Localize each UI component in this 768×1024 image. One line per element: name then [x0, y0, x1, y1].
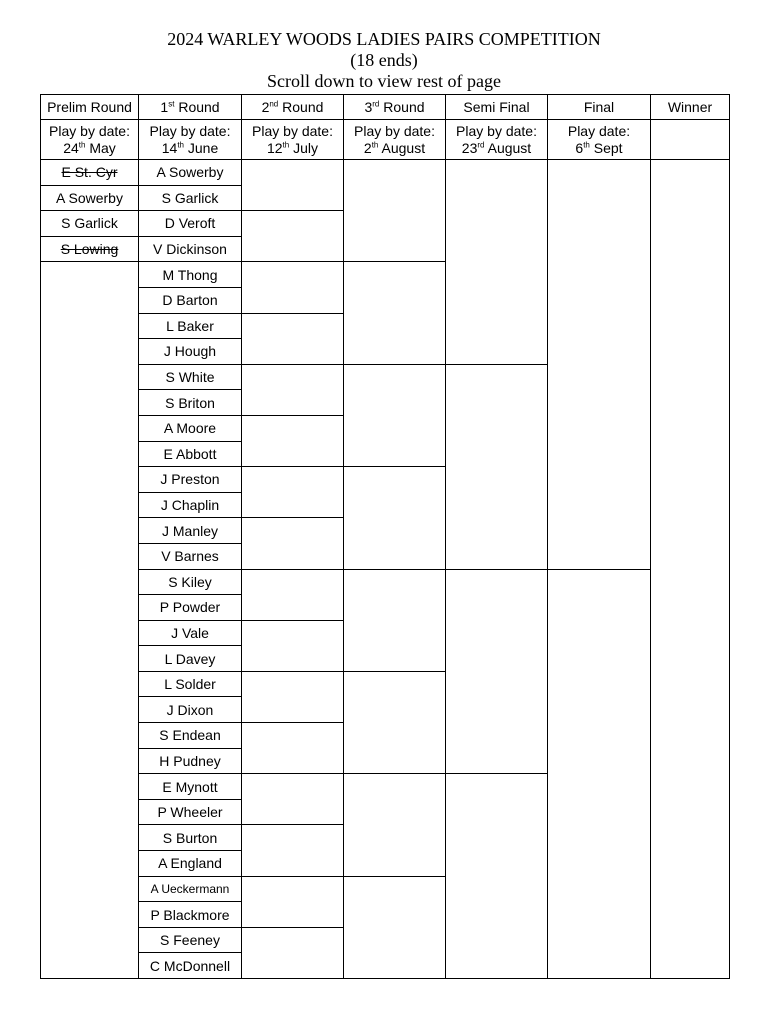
round2-slot	[242, 876, 344, 927]
col-header-round2: 2nd Round	[242, 95, 344, 120]
semi-final-slot	[446, 569, 548, 774]
semi-final-slot	[446, 774, 548, 979]
round1-entry: S Endean	[139, 723, 242, 749]
round1-entry: A England	[139, 851, 242, 877]
round2-slot	[242, 927, 344, 978]
draw-bracket-table	[40, 94, 730, 979]
date-round2: Play by date: 12th July	[242, 120, 344, 160]
round3-slot	[344, 364, 446, 466]
round1-entry: H Pudney	[139, 748, 242, 774]
round1-entry: J Manley	[139, 518, 242, 544]
round1-entry: M Thong	[139, 262, 242, 288]
page-title: 2024 WARLEY WOODS LADIES PAIRS COMPETITION	[167, 29, 601, 49]
round1-entry: S Briton	[139, 390, 242, 416]
round1-entry: C McDonnell	[139, 953, 242, 979]
date-semi-final: Play by date: 23rd August	[446, 120, 548, 160]
round3-slot	[344, 160, 446, 262]
prelim-entry: S Lowing	[41, 236, 139, 262]
date-round3: Play by date: 2th August	[344, 120, 446, 160]
round2-slot	[242, 774, 344, 825]
bracket-row	[41, 160, 730, 186]
round1-entry: J Preston	[139, 467, 242, 493]
round1-entry: J Chaplin	[139, 492, 242, 518]
semi-final-slot	[446, 364, 548, 569]
round1-entry: L Solder	[139, 671, 242, 697]
round1-entry: P Wheeler	[139, 799, 242, 825]
col-header-prelim: Prelim Round	[41, 95, 139, 120]
round2-slot	[242, 671, 344, 722]
round1-entry: E Mynott	[139, 774, 242, 800]
round1-entry: S Garlick	[139, 185, 242, 211]
col-header-final: Final	[548, 95, 651, 120]
round2-slot	[242, 313, 344, 364]
col-header-semi-final: Semi Final	[446, 95, 548, 120]
col-header-round1: 1st Round	[139, 95, 242, 120]
date-winner	[651, 120, 730, 160]
round1-entry: P Blackmore	[139, 902, 242, 928]
round3-slot	[344, 876, 446, 978]
prelim-entry: S Garlick	[41, 211, 139, 237]
date-prelim: Play by date: 24th May	[41, 120, 139, 160]
prelim-empty	[41, 262, 139, 979]
date-final: Play date: 6th Sept	[548, 120, 651, 160]
semi-final-slot	[446, 160, 548, 365]
date-round1: Play by date: 14th June	[139, 120, 242, 160]
round1-entry: V Barnes	[139, 543, 242, 569]
scroll-note: Scroll down to view rest of page	[267, 71, 501, 91]
round1-entry: S Kiley	[139, 569, 242, 595]
round3-slot	[344, 569, 446, 671]
round3-slot	[344, 774, 446, 876]
round3-slot	[344, 467, 446, 569]
round1-entry: A Ueckermann	[139, 876, 242, 902]
col-header-round3: 3rd Round	[344, 95, 446, 120]
round1-entry: J Vale	[139, 620, 242, 646]
round1-entry: S Feeney	[139, 927, 242, 953]
round1-entry: A Sowerby	[139, 160, 242, 186]
round2-slot	[242, 211, 344, 262]
round2-slot	[242, 518, 344, 569]
round2-slot	[242, 364, 344, 415]
round3-slot	[344, 671, 446, 773]
final-slot	[548, 569, 651, 979]
round2-slot	[242, 569, 344, 620]
header-row	[41, 95, 730, 120]
round1-entry: L Baker	[139, 313, 242, 339]
round2-slot	[242, 415, 344, 466]
round2-slot	[242, 262, 344, 313]
prelim-entry: A Sowerby	[41, 185, 139, 211]
round2-slot	[242, 723, 344, 774]
page-subtitle: (18 ends)	[350, 50, 418, 70]
round2-slot	[242, 467, 344, 518]
round1-entry: J Hough	[139, 339, 242, 365]
round3-slot	[344, 262, 446, 364]
col-header-winner: Winner	[651, 95, 730, 120]
winner-slot	[651, 160, 730, 979]
bracket-row	[41, 569, 730, 595]
final-slot	[548, 160, 651, 570]
round2-slot	[242, 160, 344, 211]
round1-entry: V Dickinson	[139, 236, 242, 262]
round2-slot	[242, 620, 344, 671]
round1-entry: D Barton	[139, 287, 242, 313]
round1-entry: D Veroft	[139, 211, 242, 237]
round1-entry: L Davey	[139, 646, 242, 672]
round1-entry: E Abbott	[139, 441, 242, 467]
prelim-entry: E St. Cyr	[41, 160, 139, 186]
round1-entry: P Powder	[139, 595, 242, 621]
round1-entry: A Moore	[139, 415, 242, 441]
date-row	[41, 120, 730, 160]
round1-entry: S White	[139, 364, 242, 390]
round1-entry: J Dixon	[139, 697, 242, 723]
round2-slot	[242, 825, 344, 876]
round1-entry: S Burton	[139, 825, 242, 851]
